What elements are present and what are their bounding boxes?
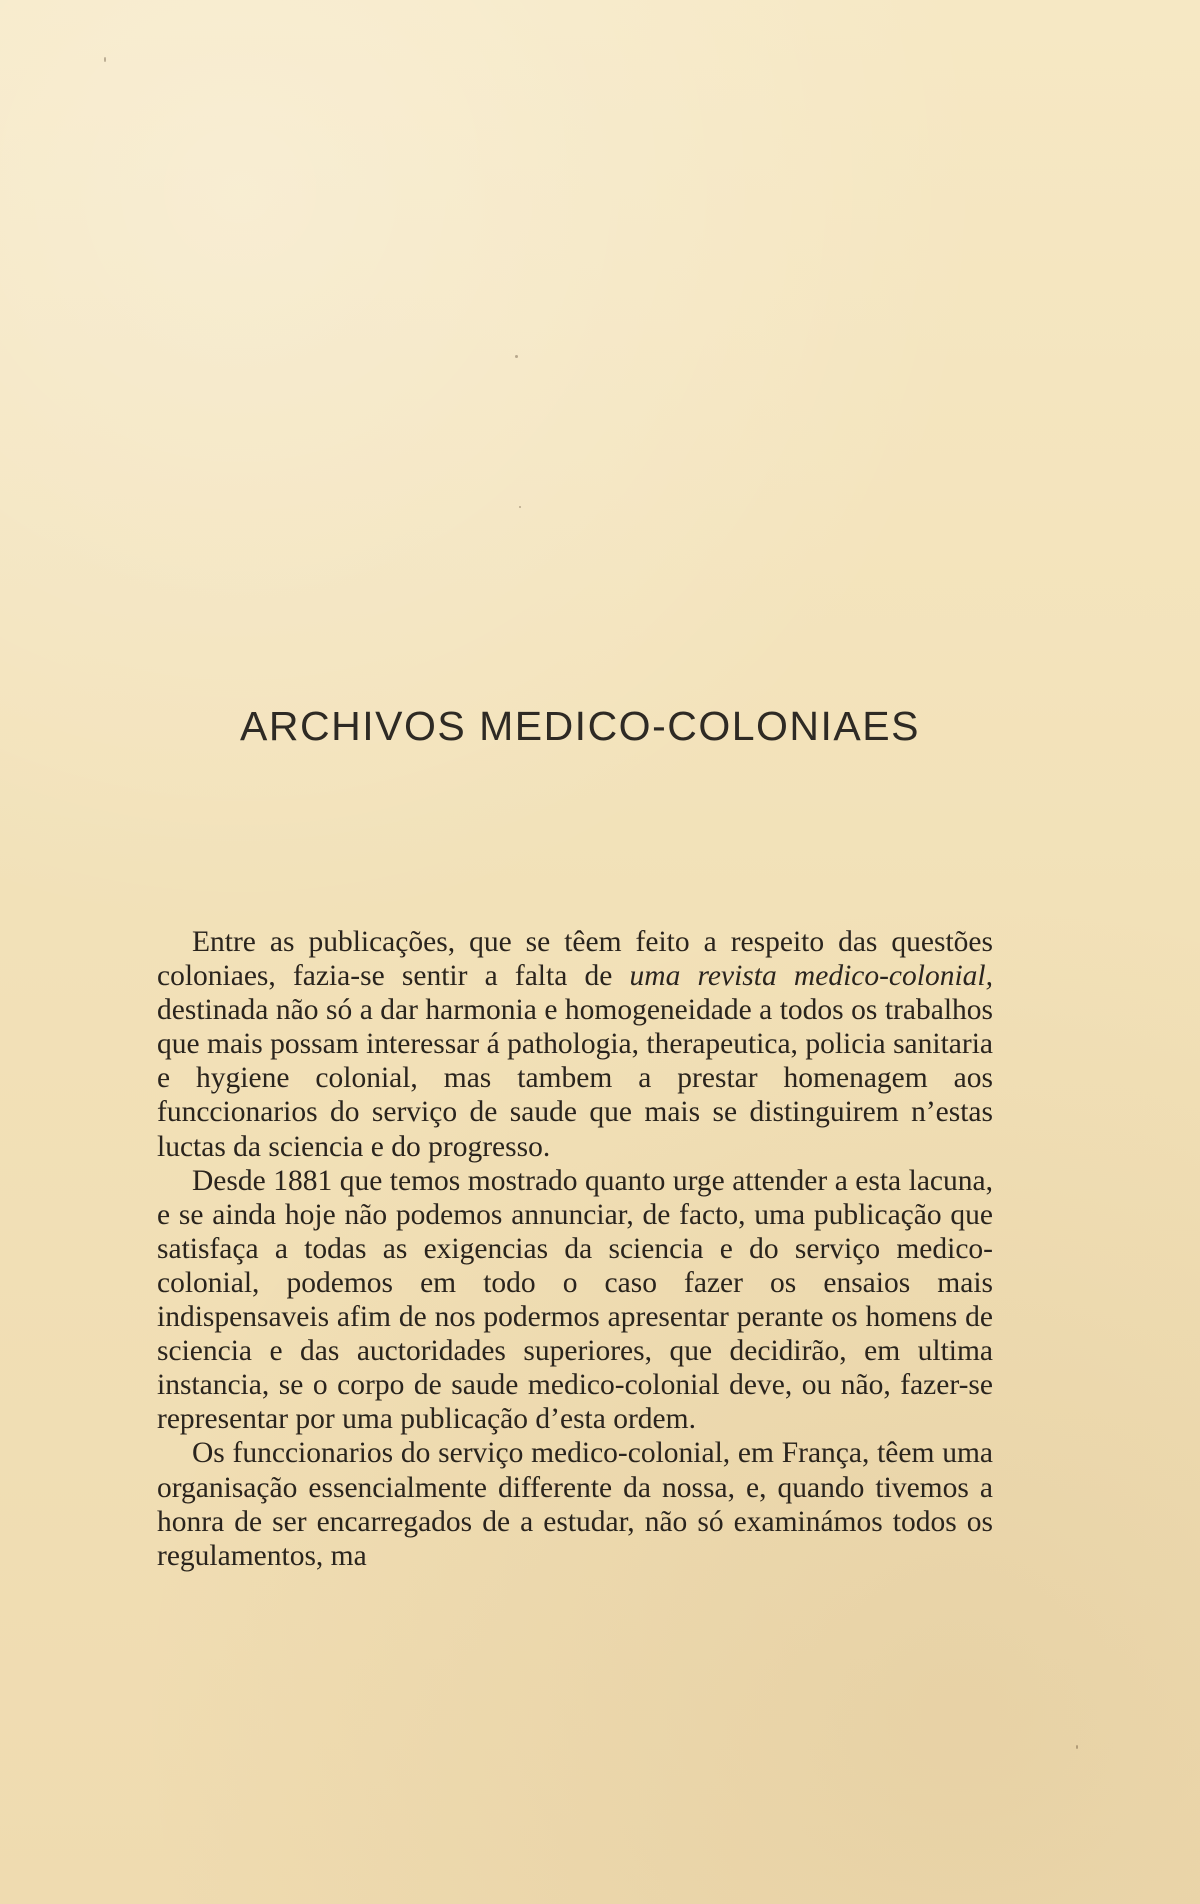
paragraph-2: Desde 1881 que temos mostrado quanto urge attender a esta lacuna, e se ainda hoje não podemos annunciar, de facto, uma publicação que satisfaça a todas as exigencias da sciencia e do serviço medico-colonial, podemos em todo o caso fazer os ensaios mais indispensaveis afim de nos podermos apresentar perante os homens de sciencia e das auctoridades superiores, que decidirão, em ultima instancia, se o corpo de saude medico-colonial deve, ou não, fazer-se representar por uma publicação d’esta ordem. [157, 1164, 993, 1436]
page-title: ARCHIVOS MEDICO-COLONIAES [240, 703, 920, 750]
paragraph-1-text-start: Entre as publicações, que se têem feito a respeito das questões coloniaes, fazia-se sentir a falta de [157, 926, 993, 993]
italic-phrase: uma revista medico-colonial, [629, 960, 993, 993]
paragraph-3: Os funccionarios do serviço medico-colonial, em França, têem uma organisação essencialmente differente da nossa, e, quando tivemos a honra de ser encarregados de a estudar, não só examinámos todos os regulamentos, ma [157, 1437, 993, 1572]
paper-speck [1076, 1745, 1078, 1749]
paragraph-1 [157, 925, 993, 1164]
paper-speck [104, 57, 106, 62]
paper-speck [515, 355, 518, 358]
paragraph-1-text-end: destinada não só a dar harmonia e homogeneidade a todos os trabalhos que mais possam interessar á pathologia, therapeutica, policia sanitaria e hygiene colonial, mas tambem a prestar homenagem aos funccionarios do serviço de saude que mais se distinguirem n’estas luctas da sciencia e do progresso. [157, 994, 993, 1163]
document-body [157, 925, 993, 1573]
paper-speck [519, 506, 521, 508]
